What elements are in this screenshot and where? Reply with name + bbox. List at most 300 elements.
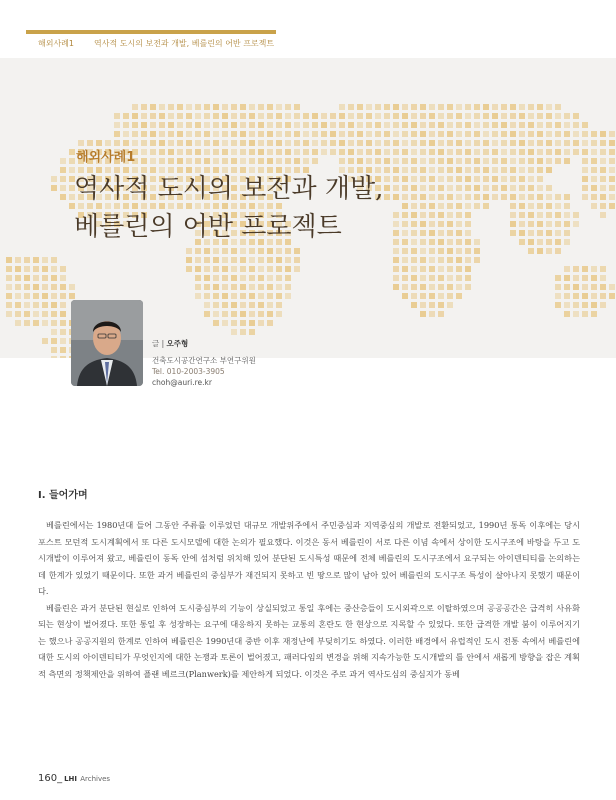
map-dot [393,131,399,137]
map-dot [519,194,525,200]
map-dot [258,131,264,137]
map-dot [339,104,345,110]
map-dot [474,167,480,173]
map-dot [357,113,363,119]
map-dot [60,311,66,317]
map-dot [582,131,588,137]
map-dot [402,239,408,245]
map-dot [294,248,300,254]
map-dot [546,203,552,209]
map-dot [186,113,192,119]
map-dot [51,329,57,335]
map-dot [564,140,570,146]
map-dot [114,113,120,119]
map-dot [141,104,147,110]
article-title-line-1: 역사적 도시의 보전과 개발, [74,174,384,204]
map-dot [276,113,282,119]
map-dot [537,221,543,227]
map-dot [276,284,282,290]
map-dot [339,131,345,137]
map-dot [168,158,174,164]
map-dot [276,275,282,281]
author-email: choh@auri.re.kr [152,378,212,387]
map-dot [546,167,552,173]
map-dot [177,158,183,164]
map-dot [465,140,471,146]
map-dot [204,275,210,281]
map-dot [609,158,615,164]
map-dot [384,104,390,110]
map-dot [429,257,435,263]
map-dot [168,149,174,155]
map-dot [465,113,471,119]
map-dot [312,158,318,164]
map-dot [411,257,417,263]
map-dot [420,104,426,110]
map-dot [456,122,462,128]
map-dot [204,122,210,128]
map-dot [591,194,597,200]
map-dot [465,230,471,236]
map-dot [429,167,435,173]
map-dot [465,176,471,182]
map-dot [285,104,291,110]
map-dot [411,176,417,182]
map-dot [240,275,246,281]
map-dot [519,149,525,155]
map-dot [411,158,417,164]
map-dot [330,149,336,155]
map-dot [447,221,453,227]
map-dot [249,302,255,308]
map-dot [582,176,588,182]
map-dot [195,284,201,290]
map-dot [267,131,273,137]
map-dot [465,194,471,200]
map-dot [42,275,48,281]
map-dot [150,122,156,128]
map-dot [429,266,435,272]
map-dot [438,212,444,218]
map-dot [393,275,399,281]
map-dot [609,203,615,209]
map-dot [564,302,570,308]
map-dot [600,158,606,164]
map-dot [420,185,426,191]
map-dot [249,329,255,335]
map-dot [42,320,48,326]
map-dot [177,131,183,137]
map-dot [222,275,228,281]
map-dot [474,158,480,164]
map-dot [528,185,534,191]
map-dot [393,140,399,146]
map-dot [411,131,417,137]
map-dot [429,176,435,182]
map-dot [330,131,336,137]
map-dot [447,293,453,299]
map-dot [519,122,525,128]
map-dot [258,122,264,128]
map-dot [294,104,300,110]
map-dot [42,257,48,263]
map-dot [555,230,561,236]
map-dot [492,167,498,173]
map-dot [60,356,66,358]
map-dot [411,185,417,191]
map-dot [447,104,453,110]
map-dot [231,122,237,128]
map-dot [564,230,570,236]
map-dot [213,104,219,110]
map-dot [555,113,561,119]
map-dot [375,104,381,110]
map-dot [582,158,588,164]
map-dot [60,158,66,164]
map-dot [213,122,219,128]
map-dot [420,266,426,272]
map-dot [294,122,300,128]
map-dot [528,104,534,110]
map-dot [411,122,417,128]
map-dot [573,302,579,308]
map-dot [42,284,48,290]
map-dot [204,257,210,263]
map-dot [600,293,606,299]
map-dot [402,140,408,146]
map-dot [402,284,408,290]
map-dot [213,320,219,326]
map-dot [276,311,282,317]
map-dot [420,131,426,137]
map-dot [447,257,453,263]
section-heading: Ⅰ. 들어가며 [38,490,88,501]
map-dot [519,104,525,110]
map-dot [411,140,417,146]
map-dot [429,293,435,299]
map-dot [204,104,210,110]
map-dot [294,257,300,263]
map-dot [294,131,300,137]
map-dot [591,158,597,164]
map-dot [528,230,534,236]
map-dot [528,203,534,209]
map-dot [159,104,165,110]
map-dot [240,257,246,263]
map-dot [42,266,48,272]
map-dot [537,113,543,119]
map-dot [420,140,426,146]
map-dot [510,122,516,128]
page-footer [38,773,110,784]
map-dot [429,194,435,200]
map-dot [375,122,381,128]
map-dot [357,104,363,110]
map-dot [330,122,336,128]
map-dot [267,122,273,128]
map-dot [492,194,498,200]
publication-section: Archives [80,775,111,783]
map-dot [537,167,543,173]
map-dot [204,311,210,317]
map-dot [60,176,66,182]
map-dot [213,149,219,155]
map-dot [582,293,588,299]
map-dot [402,131,408,137]
map-dot [285,131,291,137]
map-dot [240,311,246,317]
map-dot [600,140,606,146]
map-dot [420,302,426,308]
map-dot [537,185,543,191]
map-dot [231,293,237,299]
map-dot [591,131,597,137]
map-dot [258,248,264,254]
map-dot [555,248,561,254]
map-dot [366,149,372,155]
map-dot [447,194,453,200]
map-dot [249,284,255,290]
map-dot [483,158,489,164]
map-dot [195,131,201,137]
map-dot [429,185,435,191]
map-dot [6,284,12,290]
map-dot [438,113,444,119]
map-dot [447,266,453,272]
map-dot [231,158,237,164]
map-dot [222,131,228,137]
map-dot [528,194,534,200]
map-dot [51,275,57,281]
map-dot [276,302,282,308]
map-dot [267,140,273,146]
map-dot [339,122,345,128]
map-dot [492,131,498,137]
map-dot [294,113,300,119]
map-dot [564,113,570,119]
map-dot [168,140,174,146]
map-dot [231,140,237,146]
map-dot [438,176,444,182]
map-dot [213,140,219,146]
map-dot [474,140,480,146]
map-dot [465,122,471,128]
map-dot [303,158,309,164]
map-dot [447,149,453,155]
map-dot [600,212,606,218]
map-dot [483,149,489,155]
map-dot [438,167,444,173]
map-dot [447,176,453,182]
map-dot [213,131,219,137]
map-dot [177,140,183,146]
map-dot [438,257,444,263]
map-dot [267,320,273,326]
map-dot [402,113,408,119]
map-dot [159,149,165,155]
map-dot [393,122,399,128]
map-dot [573,131,579,137]
map-dot [528,131,534,137]
map-dot [420,248,426,254]
map-dot [321,113,327,119]
map-dot [447,203,453,209]
map-dot [528,212,534,218]
map-dot [492,104,498,110]
map-dot [582,311,588,317]
map-dot [456,113,462,119]
map-dot [402,257,408,263]
map-dot [195,266,201,272]
map-dot [249,140,255,146]
map-dot [141,140,147,146]
map-dot [447,185,453,191]
map-dot [600,131,606,137]
map-dot [438,194,444,200]
map-dot [51,338,57,344]
map-dot [465,248,471,254]
map-dot [123,113,129,119]
map-dot [204,302,210,308]
map-dot [249,158,255,164]
map-dot [186,140,192,146]
map-dot [33,266,39,272]
map-dot [465,239,471,245]
map-dot [501,149,507,155]
map-dot [411,302,417,308]
map-dot [393,194,399,200]
map-dot [501,194,507,200]
map-dot [159,113,165,119]
map-dot [240,248,246,254]
map-dot [24,257,30,263]
map-dot [546,248,552,254]
map-dot [132,113,138,119]
map-dot [483,104,489,110]
map-dot [6,257,12,263]
map-dot [429,248,435,254]
map-dot [555,221,561,227]
map-dot [600,194,606,200]
map-dot [204,266,210,272]
map-dot [474,257,480,263]
map-dot [501,185,507,191]
map-dot [393,221,399,227]
map-dot [285,158,291,164]
map-dot [393,167,399,173]
map-dot [456,293,462,299]
map-dot [429,239,435,245]
map-dot [573,122,579,128]
map-dot [150,131,156,137]
map-dot [258,257,264,263]
map-dot [276,248,282,254]
map-dot [456,167,462,173]
map-dot [492,176,498,182]
map-dot [222,149,228,155]
author-phone: Tel. 010-2003-3905 [152,367,225,376]
map-dot [420,194,426,200]
map-dot [231,311,237,317]
map-dot [258,104,264,110]
map-dot [483,167,489,173]
map-dot [114,122,120,128]
map-dot [249,293,255,299]
map-dot [159,131,165,137]
map-dot [285,140,291,146]
map-dot [402,185,408,191]
map-dot [411,113,417,119]
map-dot [591,149,597,155]
map-dot [60,347,66,353]
map-dot [564,158,570,164]
map-dot [366,104,372,110]
map-dot [519,167,525,173]
map-dot [510,149,516,155]
map-dot [357,131,363,137]
map-dot [438,275,444,281]
map-dot [411,275,417,281]
map-dot [573,149,579,155]
map-dot [447,122,453,128]
map-dot [474,203,480,209]
map-dot [249,248,255,254]
article-title [74,170,383,246]
map-dot [141,131,147,137]
map-dot [573,275,579,281]
map-dot [546,221,552,227]
map-dot [384,149,390,155]
map-dot [267,275,273,281]
map-dot [249,266,255,272]
map-dot [357,158,363,164]
map-dot [582,284,588,290]
map-dot [537,194,543,200]
map-dot [402,221,408,227]
map-dot [609,131,615,137]
map-dot [465,131,471,137]
map-dot [456,185,462,191]
map-dot [609,284,615,290]
map-dot [276,293,282,299]
map-dot [258,311,264,317]
map-dot [465,266,471,272]
map-dot [537,230,543,236]
page-number: 160_ [38,773,63,784]
map-dot [213,257,219,263]
map-dot [249,104,255,110]
map-dot [591,176,597,182]
map-dot [438,284,444,290]
map-dot [573,221,579,227]
map-dot [447,248,453,254]
map-dot [492,149,498,155]
map-dot [420,158,426,164]
map-dot [474,149,480,155]
map-dot [420,113,426,119]
map-dot [429,221,435,227]
map-dot [438,140,444,146]
map-dot [465,185,471,191]
map-dot [276,257,282,263]
map-dot [519,158,525,164]
map-dot [411,149,417,155]
map-dot [231,320,237,326]
map-dot [591,284,597,290]
map-dot [411,194,417,200]
map-dot [375,113,381,119]
map-dot [411,230,417,236]
